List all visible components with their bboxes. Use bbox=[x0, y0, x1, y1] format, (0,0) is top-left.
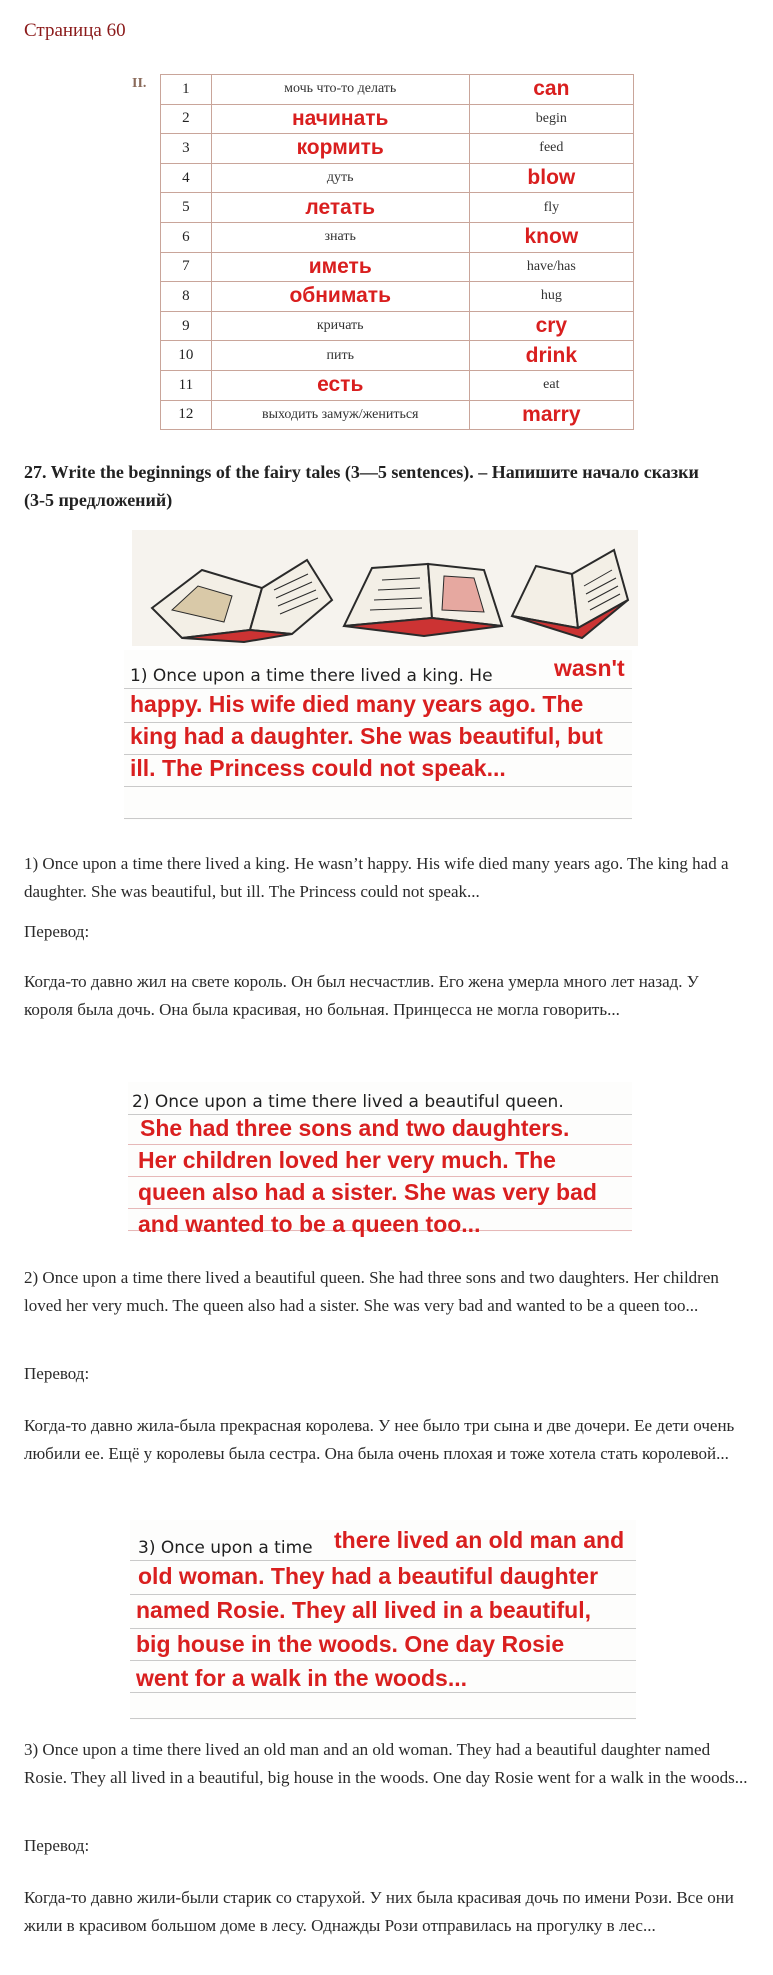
page-title: Страница 60 bbox=[24, 20, 126, 41]
row-number: 12 bbox=[161, 400, 212, 430]
table-row bbox=[161, 163, 634, 193]
ruled-line bbox=[130, 1718, 636, 1719]
handwritten-line: and wanted to be a queen too... bbox=[138, 1211, 481, 1237]
english-word: feed bbox=[469, 134, 633, 164]
books-illustration bbox=[132, 530, 638, 646]
english-word: drink bbox=[469, 341, 633, 371]
row-number: 3 bbox=[161, 134, 212, 164]
row-number: 7 bbox=[161, 252, 212, 282]
russian-word: есть bbox=[211, 370, 469, 400]
english-word: have/has bbox=[469, 252, 633, 282]
translation-label: Перевод: bbox=[24, 922, 90, 941]
printed-prompt: 3) Once upon a time bbox=[138, 1538, 313, 1558]
russian-word: знать bbox=[211, 222, 469, 252]
translation-label: Перевод: bbox=[24, 1364, 90, 1383]
handwritten-line: old woman. They had a beautiful daughter bbox=[138, 1563, 599, 1589]
row-number: 11 bbox=[161, 370, 212, 400]
exercise-heading: 27. Write the beginnings of the fairy tales (3—5 sentences). – Напишите начало сказки (3-5 предложений) bbox=[24, 462, 699, 510]
handwriting-panel-1 bbox=[124, 650, 632, 820]
english-word: hug bbox=[469, 282, 633, 312]
story-1-text: 1) Once upon a time there lived a king. He wasn’t happy. His wife died many years ago. The king had a daughter. She was beautiful, but ill. The Princess could not speak... bbox=[24, 854, 729, 901]
english-word: know bbox=[469, 222, 633, 252]
table-row bbox=[161, 282, 634, 312]
handwritten-line: happy. His wife died many years ago. The bbox=[130, 691, 584, 717]
russian-word: летать bbox=[211, 193, 469, 223]
open-books-image bbox=[132, 530, 638, 646]
handwritten-line: big house in the woods. One day Rosie bbox=[136, 1631, 565, 1657]
english-word: marry bbox=[469, 400, 633, 430]
english-word: fly bbox=[469, 193, 633, 223]
table-row bbox=[161, 134, 634, 164]
russian-word: начинать bbox=[211, 104, 469, 134]
table-row bbox=[161, 252, 634, 282]
table-row bbox=[161, 341, 634, 371]
russian-word: кричать bbox=[211, 311, 469, 341]
row-number: 8 bbox=[161, 282, 212, 312]
printed-prompt: 1) Once upon a time there lived a king. He bbox=[130, 666, 493, 686]
row-number: 10 bbox=[161, 341, 212, 371]
russian-word: кормить bbox=[211, 134, 469, 164]
russian-word: мочь что-то делать bbox=[211, 75, 469, 105]
story-2-text: 2) Once upon a time there lived a beautiful queen. She had three sons and two daughters. Her children loved her very much. The queen also had a sister. She was very bad and wanted to be a queen too... bbox=[24, 1268, 719, 1315]
table-row bbox=[161, 222, 634, 252]
russian-word: выходить замуж/жениться bbox=[211, 400, 469, 430]
ruled-line bbox=[124, 818, 632, 819]
vocabulary-table bbox=[160, 74, 634, 430]
english-word: cry bbox=[469, 311, 633, 341]
table-row bbox=[161, 311, 634, 341]
story-1-translation: Когда-то давно жил на свете король. Он был несчастлив. Его жена умерла много лет назад. У короля была дочь. Она была красивая, но больная. Принцесса не могла говорить... bbox=[24, 972, 699, 1019]
table-row bbox=[161, 400, 634, 430]
handwritten-line: there lived an old man and bbox=[334, 1527, 625, 1553]
handwritten-line: wasn't bbox=[554, 655, 625, 681]
english-word: eat bbox=[469, 370, 633, 400]
row-number: 6 bbox=[161, 222, 212, 252]
russian-word: обнимать bbox=[211, 282, 469, 312]
printed-prompt: 2) Once upon a time there lived a beautiful queen. bbox=[132, 1092, 564, 1112]
table-row bbox=[161, 193, 634, 223]
ruled-line bbox=[124, 786, 632, 787]
handwritten-line: She had three sons and two daughters. bbox=[140, 1115, 570, 1141]
handwriting-panel-2 bbox=[128, 1082, 632, 1237]
story-2-translation: Когда-то давно жила-была прекрасная королева. У нее было три сына и две дочери. Ее дети очень любили ее. Ещё у королевы была сестра. Она была очень плохая и тоже хотела стать королевой... bbox=[24, 1416, 735, 1463]
table-row bbox=[161, 370, 634, 400]
row-number: 4 bbox=[161, 163, 212, 193]
russian-word: пить bbox=[211, 341, 469, 371]
translation-label: Перевод: bbox=[24, 1836, 90, 1855]
russian-word: иметь bbox=[211, 252, 469, 282]
english-word: blow bbox=[469, 163, 633, 193]
handwritten-line: queen also had a sister. She was very bad bbox=[138, 1179, 597, 1205]
russian-word: дуть bbox=[211, 163, 469, 193]
table-row bbox=[161, 104, 634, 134]
handwritten-line: went for a walk in the woods... bbox=[136, 1665, 467, 1691]
row-number: 2 bbox=[161, 104, 212, 134]
row-number: 1 bbox=[161, 75, 212, 105]
section-roman-numeral: II. bbox=[132, 76, 147, 91]
row-number: 5 bbox=[161, 193, 212, 223]
table-row bbox=[161, 75, 634, 105]
english-word: can bbox=[469, 75, 633, 105]
story-3-translation: Когда-то давно жили-были старик со старухой. У них была красивая дочь по имени Рози. Все они жили в красивом большом доме в лесу. Однажды Рози отправилась на прогулку в лес... bbox=[24, 1888, 734, 1935]
handwriting-panel-3 bbox=[130, 1520, 636, 1720]
handwritten-line: ill. The Princess could not speak... bbox=[130, 755, 506, 781]
handwritten-line: Her children loved her very much. The bbox=[138, 1147, 556, 1173]
handwritten-line: named Rosie. They all lived in a beautiful, bbox=[136, 1597, 592, 1623]
english-word: begin bbox=[469, 104, 633, 134]
story-3-text: 3) Once upon a time there lived an old man and an old woman. They had a beautiful daughter named Rosie. They all lived in a beautiful, big house in the woods. One day Rosie went for a walk in the woods... bbox=[24, 1740, 748, 1787]
row-number: 9 bbox=[161, 311, 212, 341]
handwritten-line: king had a daughter. She was beautiful, but bbox=[130, 723, 603, 749]
